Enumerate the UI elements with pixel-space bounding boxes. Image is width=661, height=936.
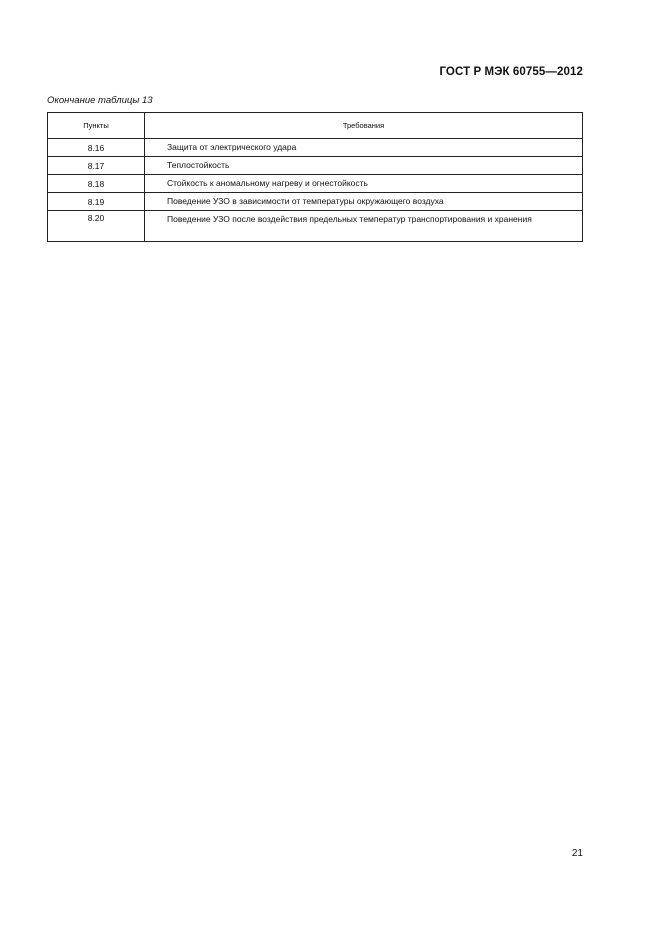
- point-cell: 8.16: [48, 139, 145, 157]
- column-header-points: Пункты: [48, 113, 145, 139]
- requirements-table: [47, 112, 583, 242]
- page-number: 21: [571, 848, 583, 859]
- table-row: [48, 211, 583, 242]
- column-header-requirements: Требования: [145, 113, 583, 139]
- requirement-cell: Теплостойкость: [145, 157, 583, 175]
- table-header-row: [48, 113, 583, 139]
- requirement-cell: Защита от электрического удара: [145, 139, 583, 157]
- point-cell: 8.20: [48, 211, 145, 242]
- table-row: [48, 175, 583, 193]
- document-standard-id: ГОСТ Р МЭК 60755—2012: [439, 66, 583, 78]
- requirement-cell: Поведение УЗО в зависимости от температуры окружающего воздуха: [145, 193, 583, 211]
- table-row: [48, 139, 583, 157]
- requirement-cell: Стойкость к аномальному нагреву и огнестойкость: [145, 175, 583, 193]
- table-row: [48, 193, 583, 211]
- table-row: [48, 157, 583, 175]
- point-cell: 8.18: [48, 175, 145, 193]
- table-caption: Окончание таблицы 13: [47, 95, 153, 106]
- point-cell: 8.17: [48, 157, 145, 175]
- point-cell: 8.19: [48, 193, 145, 211]
- requirement-cell: Поведение УЗО после воздействия предельных температур транспортирования и хранения: [145, 211, 583, 242]
